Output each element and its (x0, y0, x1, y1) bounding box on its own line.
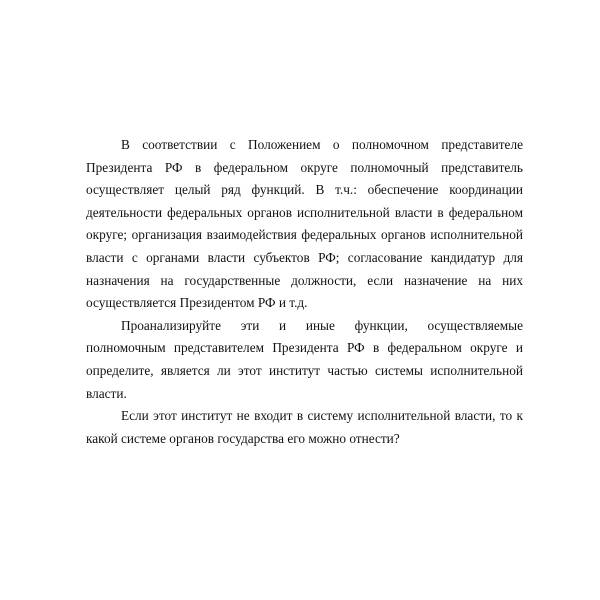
document-page (86, 134, 523, 450)
paragraph-question: Если этот институт не входит в систему исполнительной власти, то к какой системе органов государства его можно отнести? (86, 408, 523, 446)
paragraph-task: Проанализируйте эти и иные функции, осуществляемые полномочным представителем Президента РФ в федеральном округе и определите, является ли этот институт частью системы исполнительной власти. (86, 317, 523, 401)
paragraph-functions: В соответствии с Положением о полномочном представителе Президента РФ в федеральном округе полномочный представитель осуществляет целый ряд функций. В т.ч.: обеспечение координации деятельности федеральных органов исполнительной власти в федеральном округе; организация взаимодействия федеральных органов исполнительной власти с органами власти субъектов РФ; согласование кандидатур для назначения на государственные должности, если назначение на них осуществляется Президентом РФ и т.д. (86, 137, 523, 311)
